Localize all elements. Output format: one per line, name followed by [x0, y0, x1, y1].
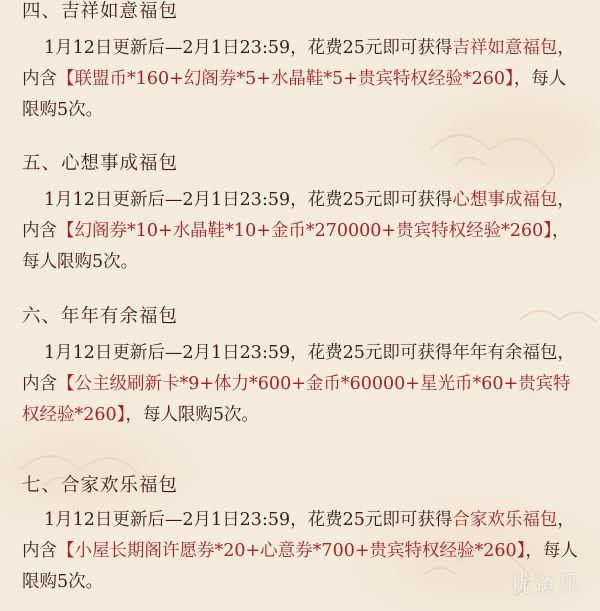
section-6-paragraph: [22, 338, 582, 431]
section-7-bundle-contents: 【小屋长期阁许愿券*20+心意券*700+贵宾特权经验*260】: [57, 541, 526, 561]
section-4-bundle-name: 吉祥如意福包: [452, 38, 558, 58]
section-5-text-1: 1月12日更新后—2月1日23:59，花费25元即可获得: [44, 190, 453, 210]
section-5-bundle-name: 心想事成福包: [452, 190, 558, 210]
section-5-bundle-contents: 【幻阁券*10+水晶鞋*10+金币*270000+贵宾特权经验*260】: [57, 221, 552, 241]
section-5-text-3: ，每人限购5次。: [22, 221, 570, 272]
section-7-text-1: 1月12日更新后—2月1日23:59，花费25元即可获得: [44, 510, 453, 530]
section-5-paragraph: [22, 185, 582, 278]
section-7-text-3: ，每人限购5次。: [22, 541, 578, 592]
section-4-title: 四、吉祥如意福包: [22, 1, 179, 22]
section-4-text-2: ，内含: [22, 38, 575, 89]
section-4-paragraph: [22, 33, 582, 126]
section-7-bundle-name: 合家欢乐福包: [452, 510, 558, 530]
section-7-text-2: ，内含: [22, 510, 575, 561]
section-4-text-3: ，每人限购5次。: [22, 69, 567, 120]
site-watermark: 优资乐: [509, 573, 582, 598]
section-4-text-1: 1月12日更新后—2月1日23:59，花费25元即可获得: [44, 38, 453, 58]
section-4-bundle-contents: 【联盟币*160+幻阁券*5+水晶鞋*5+贵宾特权经验*260】: [57, 69, 514, 89]
section-7-paragraph: [22, 505, 582, 598]
section-6-text-1: 1月12日更新后—2月1日23:59，花费25元即可获得年年有余福包，内含: [22, 343, 575, 394]
section-7-title: 七、合家欢乐福包: [22, 475, 179, 496]
section-6-title: 六、年年有余福包: [22, 306, 179, 327]
section-6-text-3: ，每人限购5次。: [125, 405, 260, 425]
section-6-bundle-contents: 【公主级刷新卡*9+体力*600+金币*60000+星光币*60+贵宾特权经验*260】: [22, 374, 571, 425]
section-5-title: 五、心想事成福包: [22, 153, 179, 174]
section-5-text-2: ，内含: [22, 190, 575, 241]
